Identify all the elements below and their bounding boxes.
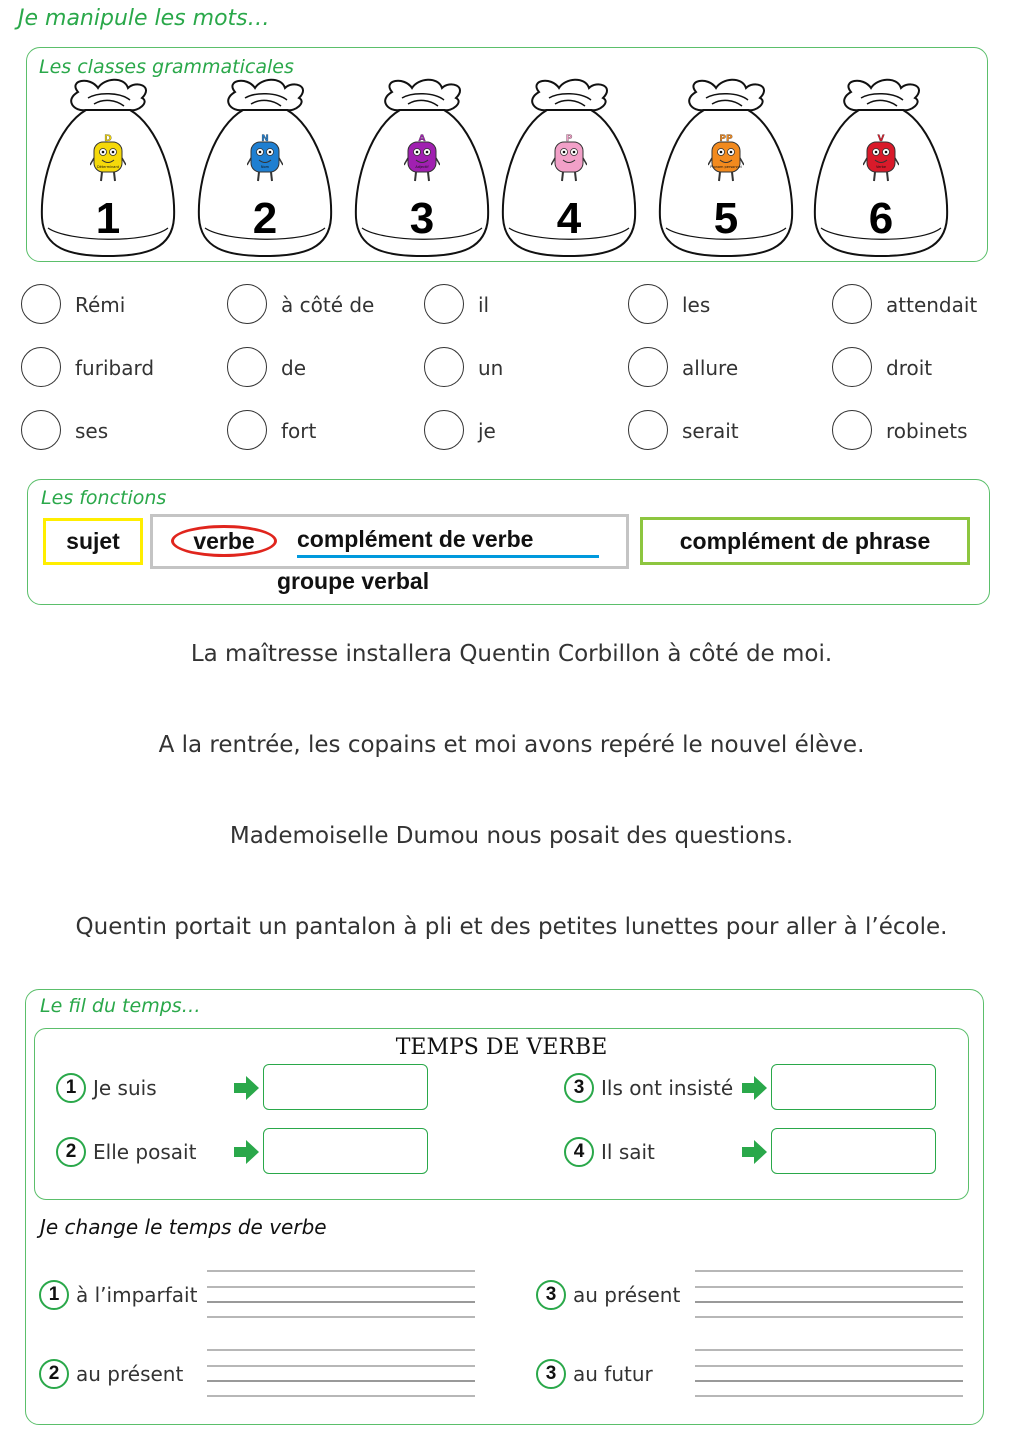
answer-box[interactable]: [263, 1064, 428, 1110]
svg-text:Adjectif: Adjectif: [415, 165, 429, 169]
svg-text:D: D: [104, 134, 112, 144]
complement-phrase-box: complément de phrase: [640, 517, 970, 565]
verb-text: Ils ont insisté: [601, 1076, 734, 1100]
change-text: au futur: [573, 1362, 653, 1386]
bag-number: 1: [95, 194, 121, 243]
number-badge: 1: [56, 1073, 86, 1103]
answer-circle[interactable]: [21, 410, 61, 450]
answer-circle[interactable]: [424, 410, 464, 450]
word-label: de: [281, 356, 306, 380]
change-text: au présent: [76, 1362, 184, 1386]
bag-number: 5: [713, 194, 739, 243]
word-label: les: [682, 293, 711, 317]
bag-number: 6: [868, 194, 894, 243]
number-badge: 3: [536, 1359, 566, 1389]
writing-lines[interactable]: [207, 1270, 475, 1318]
class-character-icon: [551, 132, 587, 184]
class-bag: [352, 78, 492, 258]
answer-box[interactable]: [263, 1128, 428, 1174]
answer-circle[interactable]: [628, 410, 668, 450]
svg-text:A: A: [418, 134, 426, 144]
change-tense-title: Je change le temps de verbe: [40, 1215, 327, 1239]
sentence: A la rentrée, les copains et moi avons repéré le nouvel élève.: [158, 732, 865, 758]
verb-text: Elle posait: [93, 1140, 197, 1164]
writing-lines[interactable]: [695, 1349, 963, 1397]
svg-text:Verbe: Verbe: [875, 165, 887, 169]
answer-circle[interactable]: [832, 347, 872, 387]
answer-circle[interactable]: [227, 284, 267, 324]
arrow-right-icon: [234, 1139, 260, 1165]
change-text: au présent: [573, 1283, 681, 1307]
classes-title: Les classes grammaticales: [39, 56, 294, 78]
class-character-icon: [708, 132, 744, 184]
word-label: serait: [682, 419, 739, 443]
verb-text: Il sait: [601, 1140, 655, 1164]
answer-circle[interactable]: [424, 284, 464, 324]
answer-circle[interactable]: [424, 347, 464, 387]
answer-box[interactable]: [771, 1128, 936, 1174]
complement-verbe-label: complément de verbe: [297, 526, 534, 552]
class-character-icon: [247, 132, 283, 184]
number-badge: 3: [536, 1280, 566, 1310]
verb-text: Je suis: [93, 1076, 157, 1100]
answer-circle[interactable]: [832, 284, 872, 324]
fonctions-title: Les fonctions: [41, 487, 167, 509]
word-label: droit: [886, 356, 933, 380]
answer-circle[interactable]: [628, 284, 668, 324]
word-label: à côté de: [281, 293, 375, 317]
arrow-right-icon: [742, 1139, 768, 1165]
svg-text:Nom: Nom: [260, 165, 270, 169]
word-label: je: [478, 419, 496, 443]
number-badge: 2: [39, 1359, 69, 1389]
number-badge: 3: [564, 1073, 594, 1103]
word-label: furibard: [75, 356, 155, 380]
number-badge: 1: [39, 1280, 69, 1310]
number-badge: 4: [564, 1137, 594, 1167]
answer-circle[interactable]: [21, 284, 61, 324]
sentence: Quentin portait un pantalon à pli et des petites lunettes pour aller à l’école.: [75, 914, 948, 940]
class-character-icon: [863, 132, 899, 184]
word-label: allure: [682, 356, 739, 380]
bag-number: 2: [252, 194, 278, 243]
word-label: il: [478, 293, 490, 317]
word-label: robinets: [886, 419, 968, 443]
svg-text:P: P: [565, 134, 573, 144]
answer-circle[interactable]: [21, 347, 61, 387]
svg-text:Pronom personnel: Pronom personnel: [710, 165, 742, 169]
svg-text:Déterminant: Déterminant: [96, 165, 120, 169]
svg-text:V: V: [877, 134, 885, 144]
class-bag: [499, 78, 639, 258]
answer-circle[interactable]: [227, 410, 267, 450]
change-text: à l’imparfait: [76, 1283, 198, 1307]
word-label: ses: [75, 419, 109, 443]
temps-de-verbe-title: TEMPS DE VERBE: [395, 1035, 608, 1060]
writing-lines[interactable]: [695, 1270, 963, 1318]
writing-lines[interactable]: [207, 1349, 475, 1397]
svg-text:N: N: [261, 134, 269, 144]
bag-number: 3: [409, 194, 435, 243]
class-character-icon: [90, 132, 126, 184]
answer-box[interactable]: [771, 1064, 936, 1110]
complement-verbe-underline: [297, 555, 599, 558]
groupe-verbal-label: groupe verbal: [277, 568, 430, 594]
answer-circle[interactable]: [227, 347, 267, 387]
answer-circle[interactable]: [832, 410, 872, 450]
verbe-label: verbe: [171, 525, 277, 557]
page-title: Je manipule les mots…: [18, 6, 270, 31]
answer-circle[interactable]: [628, 347, 668, 387]
word-label: attendait: [886, 293, 978, 317]
class-character-icon: [404, 132, 440, 184]
sentence: La maîtresse installera Quentin Corbillon à côté de moi.: [190, 641, 833, 667]
arrow-right-icon: [234, 1075, 260, 1101]
class-bag: [656, 78, 796, 258]
bag-number: 4: [556, 194, 582, 243]
word-label: Rémi: [75, 293, 126, 317]
class-bag: [811, 78, 951, 258]
arrow-right-icon: [742, 1075, 768, 1101]
word-label: un: [478, 356, 504, 380]
number-badge: 2: [56, 1137, 86, 1167]
fil-du-temps-title: Le fil du temps…: [40, 995, 201, 1017]
sujet-box: sujet: [43, 518, 143, 565]
class-bag: [195, 78, 335, 258]
sentence: Mademoiselle Dumou nous posait des questions.: [229, 823, 794, 849]
svg-text:PP: PP: [719, 134, 733, 144]
word-label: fort: [281, 419, 317, 443]
class-bag: [38, 78, 178, 258]
